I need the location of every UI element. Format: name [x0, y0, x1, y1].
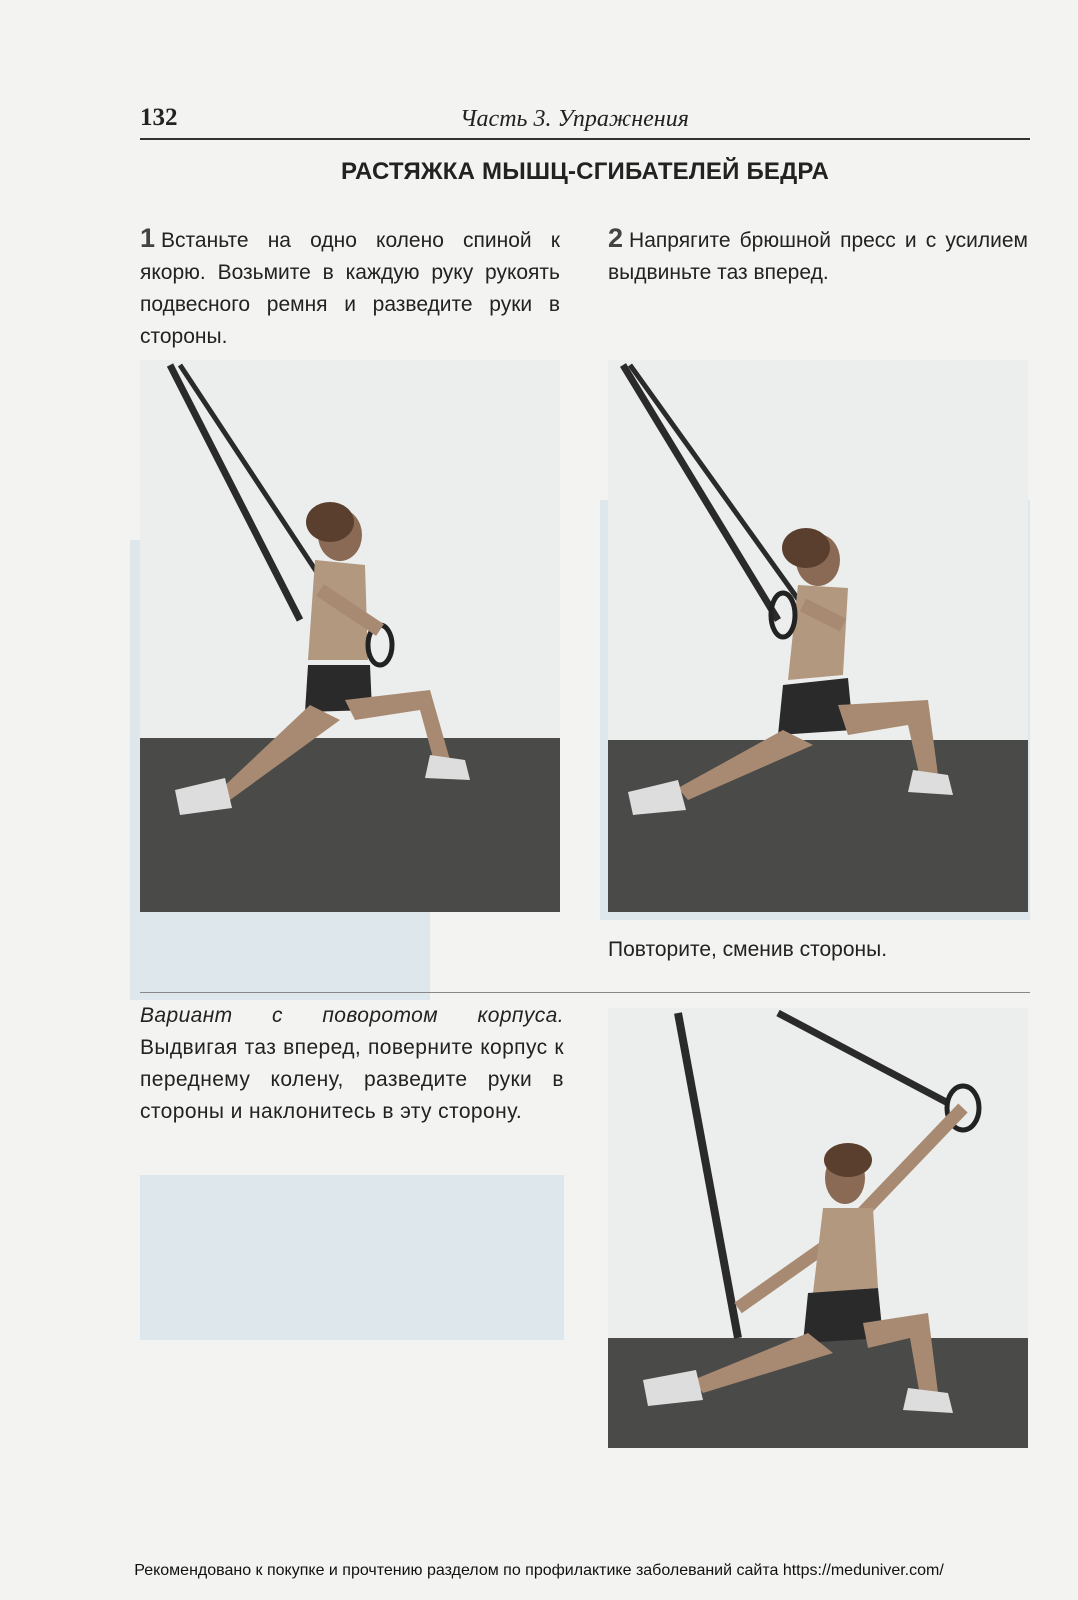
- site-footer-note: Рекомендовано к покупке и прочтению разделом по профилактике заболеваний сайта https://meduniver.com/: [134, 1562, 944, 1579]
- section-title: РАСТЯЖКА МЫШЦ-СГИБАТЕЛЕЙ БЕДРА: [340, 158, 830, 185]
- exercise-photo-rotation-variant: [608, 1008, 1028, 1448]
- step-text: Встаньте на одно колено спиной к якорю. Возьмите в каждую руку рукоять подвесного ремня и разведите руки в стороны.: [140, 229, 560, 348]
- step-number: 2: [608, 223, 624, 253]
- exercise-photo-hips-forward: [608, 360, 1028, 912]
- step-number: 1: [140, 223, 156, 253]
- section-divider: [140, 992, 1030, 993]
- page-number: 132: [140, 104, 178, 131]
- show-through-shadow: [140, 1175, 564, 1340]
- variant-text: Выдвигая таз вперед, поверните корпус к переднему колену, разведите руки в стороны и наклонитесь в эту сторону.: [140, 1036, 564, 1123]
- page-header: [140, 104, 1030, 140]
- variant-description: [140, 1000, 564, 1128]
- step-2: [608, 222, 1028, 289]
- running-title: Часть 3. Упражнения: [460, 106, 689, 132]
- step-1: [140, 222, 560, 353]
- exercise-photo-start: [140, 360, 560, 912]
- repeat-note: Повторите, сменив стороны.: [608, 938, 888, 961]
- variant-lead: Вариант с поворотом корпуса.: [140, 1004, 564, 1027]
- step-text: Напрягите брюшной пресс и с усилием выдвиньте таз вперед.: [608, 229, 1028, 284]
